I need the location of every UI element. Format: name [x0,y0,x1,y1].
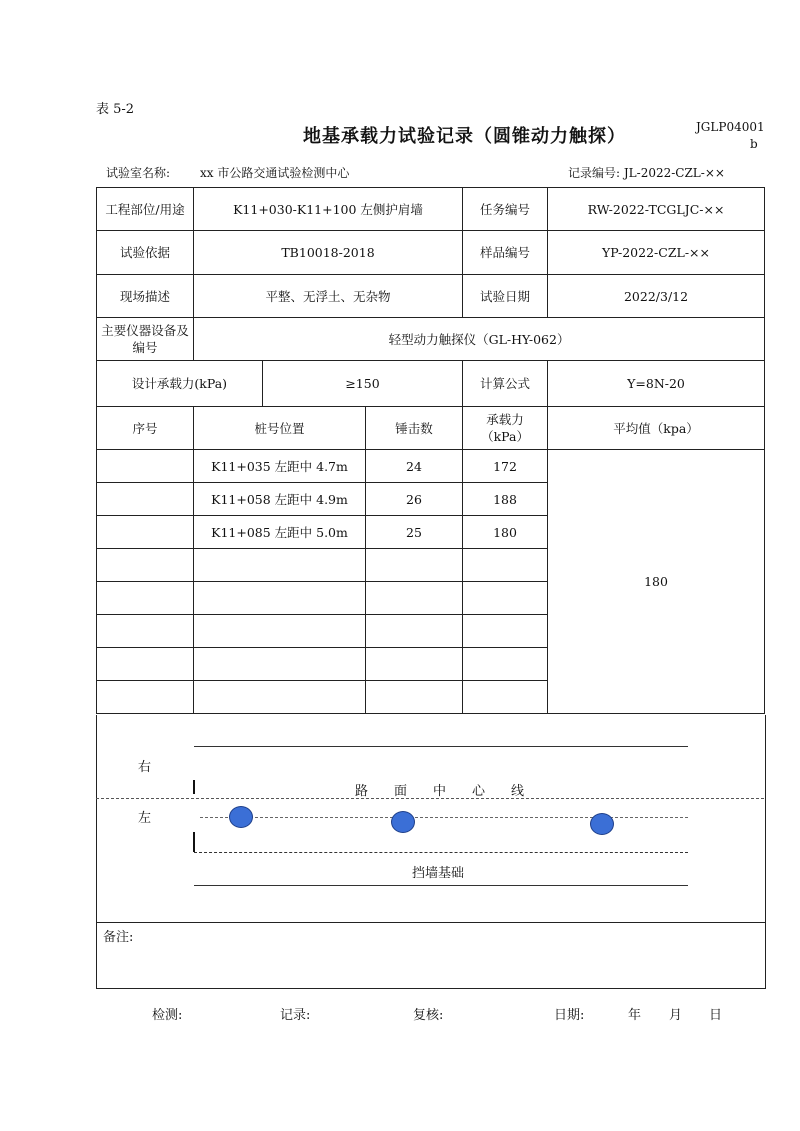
task-label: 任务编号 [463,188,548,231]
row-blows [366,549,463,582]
site-value: 平整、无浮土、无杂物 [194,275,463,318]
year-label: 年 [628,1008,642,1023]
date-label: 日期: [554,1008,585,1023]
project-label: 工程部位/用途 [97,188,194,231]
row-blows [366,615,463,648]
info-row [97,275,765,318]
recorder-label: 记录: [280,1008,311,1023]
basis-value: TB10018-2018 [194,231,463,275]
row-bearing [463,681,548,714]
test-point-marker [229,806,253,828]
test-point-line [200,817,688,818]
row-position: K11+035 左距中 4.7m [194,450,366,483]
row-position: K11+058 左距中 4.9m [194,483,366,516]
info-row [97,231,765,275]
row-position [194,648,366,681]
form-code: JGLP04001 [696,120,765,134]
page-title: 地基承载力试验记录（圆锥动力触探） [303,126,626,147]
retaining-wall-line [194,852,688,853]
col-header-average: 平均值（kpa） [548,407,765,450]
sample-label: 样品编号 [463,231,548,275]
project-value: K11+030-K11+100 左侧护肩墙 [194,188,463,231]
row-position [194,681,366,714]
row-bearing [463,549,548,582]
lab-name: xx 市公路交通试验检测中心 [200,166,350,180]
date-label: 试验日期 [463,275,548,318]
notes-box [96,922,766,989]
row-blows [366,681,463,714]
row-no [97,648,194,681]
record-number: 记录编号: JL-2022-CZL-×× [568,166,725,180]
info-row [97,318,765,361]
row-blows: 25 [366,516,463,549]
month-label: 月 [669,1008,683,1023]
row-no [97,516,194,549]
row-bearing [463,648,548,681]
form-code-suffix: b [750,137,758,151]
info-row [97,188,765,231]
day-label: 日 [709,1008,723,1023]
design-capacity-value: ≥150 [263,361,463,407]
wall-foundation-line [194,885,688,886]
road-edge-right [194,746,688,747]
lab-label: 试验室名称: [106,166,171,180]
row-no [97,615,194,648]
col-header-position: 桩号位置 [194,407,366,450]
design-capacity-label: 设计承载力(kPa) [97,361,263,407]
left-side-label: 左 [138,811,152,826]
formula-label: 计算公式 [463,361,548,407]
site-label: 现场描述 [97,275,194,318]
formula-value: Y=8N-20 [548,361,765,407]
row-no [97,681,194,714]
row-blows: 26 [366,483,463,516]
centerline-label: 路 面 中 心 线 [355,784,525,799]
centerline-tick [193,780,195,794]
row-position: K11+085 左距中 5.0m [194,516,366,549]
row-position [194,615,366,648]
info-row [97,361,765,407]
task-value: RW-2022-TCGLJC-×× [548,188,765,231]
tester-label: 检测: [152,1008,183,1023]
row-bearing [463,582,548,615]
test-point-marker [590,813,614,835]
record-table [96,187,765,714]
row-no [97,549,194,582]
average-value: 180 [548,450,765,714]
row-position [194,582,366,615]
reviewer-label: 复核: [413,1008,444,1023]
wall-foundation-label: 挡墙基础 [412,866,465,881]
row-position [194,549,366,582]
col-header-blows: 锤击数 [366,407,463,450]
table-row [97,450,765,483]
row-blows [366,648,463,681]
row-blows: 24 [366,450,463,483]
sample-value: YP-2022-CZL-×× [548,231,765,275]
col-header-no: 序号 [97,407,194,450]
test-point-marker [391,811,415,833]
basis-label: 试验依据 [97,231,194,275]
row-no [97,450,194,483]
date-value: 2022/3/12 [548,275,765,318]
form-number: 表 5-2 [96,102,135,117]
right-side-label: 右 [138,760,152,775]
row-bearing: 188 [463,483,548,516]
row-blows [366,582,463,615]
equipment-label: 主要仪器设备及编号 [97,318,194,361]
road-centerline [96,798,764,799]
col-header-bearing: 承载力（kPa） [463,407,548,450]
row-bearing [463,615,548,648]
row-no [97,483,194,516]
row-bearing: 180 [463,516,548,549]
row-no [97,582,194,615]
wall-edge-tick [193,832,195,852]
row-bearing: 172 [463,450,548,483]
equipment-value: 轻型动力触探仪（GL-HY-062） [194,318,765,361]
header-row [97,407,765,450]
notes-label: 备注: [103,930,134,945]
